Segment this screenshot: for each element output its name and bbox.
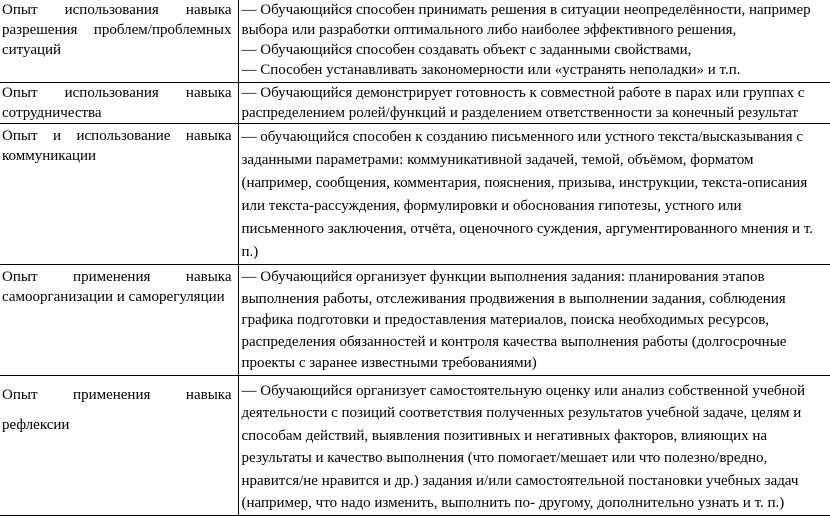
table-row bbox=[0, 124, 830, 265]
description-text bbox=[242, 0, 830, 80]
skill-cell bbox=[0, 265, 238, 376]
description-line: — обучающийся способен к созданию письменного или устного текста/высказывания с bbox=[242, 126, 830, 149]
description-line: деятельности с позиций соответствия полученных результатов учебной задаче, целям и bbox=[242, 402, 830, 425]
description-line: выполнения работы, отслеживания продвижения в выполнении задания, соблюдения bbox=[242, 289, 830, 311]
skill-label: Опыт применения навыка рефлексии bbox=[2, 376, 232, 440]
description-cell bbox=[238, 375, 830, 515]
description-text bbox=[242, 265, 830, 375]
description-line: графика подготовки и предоставления материалов, поиска необходимых ресурсов, bbox=[242, 310, 830, 332]
table-row bbox=[0, 0, 830, 83]
description-line: способам действий, выявления позитивных и негативных факторов, влияющих на bbox=[242, 425, 830, 448]
description-line: — Обучающийся организует функции выполнения задания: планирования этапов bbox=[242, 267, 830, 289]
description-line: — Обучающийся способен принимать решения в ситуации неопределённости, например bbox=[242, 0, 830, 20]
description-cell bbox=[238, 265, 830, 376]
skill-cell bbox=[0, 124, 238, 265]
skill-cell bbox=[0, 83, 238, 124]
description-line: выбора или разработки оптимального либо наиболее эффективного решения, bbox=[242, 20, 830, 40]
description-line: или текста-рассуждения, формулировки и обоснования гипотезы, устного или bbox=[242, 195, 830, 218]
description-line: (например, сообщения, комментария, пояснения, призыва, инструкции, текста-описания bbox=[242, 172, 830, 195]
description-text bbox=[242, 83, 830, 123]
description-line: проекты с заранее известными требованиями) bbox=[242, 353, 830, 375]
description-line: (например, что надо изменить, выполнить по- другому, дополнительно узнать и т. п.) bbox=[242, 492, 830, 515]
skill-cell bbox=[0, 0, 238, 83]
description-line: письменного заключения, отчёта, оценочного суждения, аргументированного мнения и т. bbox=[242, 218, 830, 241]
description-line: заданными параметрами: коммуникативной задачей, темой, объёмом, форматом bbox=[242, 149, 830, 172]
skill-cell bbox=[0, 375, 238, 515]
table-row bbox=[0, 375, 830, 515]
description-line: распределения обязанностей и контроля качества выполнения работы (долгосрочные bbox=[242, 332, 830, 354]
skill-label: Опыт применения навыка самоорганизации и саморегуляции bbox=[2, 265, 232, 307]
description-line: распределением ролей/функций и разделением ответственности за конечный результат bbox=[242, 103, 830, 123]
table-row bbox=[0, 83, 830, 124]
description-line: результаты и качество выполнения (что помогает/мешает или что полезно/вредно, bbox=[242, 447, 830, 470]
description-line: — Способен устанавливать закономерности или «устранять неполадки» и т.п. bbox=[242, 60, 830, 80]
description-line: — Обучающийся демонстрирует готовность к совместной работе в парах или группах с bbox=[242, 83, 830, 103]
description-text bbox=[242, 124, 830, 264]
description-cell bbox=[238, 0, 830, 83]
table-row bbox=[0, 265, 830, 376]
skill-label: Опыт использования навыка сотрудничества bbox=[2, 83, 232, 123]
description-line: нравится/не нравится и др.) задания и/или самостоятельной постановки учебных задач bbox=[242, 470, 830, 493]
skill-label: Опыт использования навыка разрешения проблем/проблемных ситуаций bbox=[2, 0, 232, 60]
description-cell bbox=[238, 83, 830, 124]
skill-label: Опыт и использование навыка коммуникации bbox=[2, 124, 232, 166]
description-line: — Обучающийся способен создавать объект с заданными свойствами, bbox=[242, 40, 830, 60]
description-line: п.) bbox=[242, 241, 830, 264]
description-cell bbox=[238, 124, 830, 265]
description-text bbox=[242, 376, 830, 515]
description-line: — Обучающийся организует самостоятельную оценку или анализ собственной учебной bbox=[242, 380, 830, 403]
